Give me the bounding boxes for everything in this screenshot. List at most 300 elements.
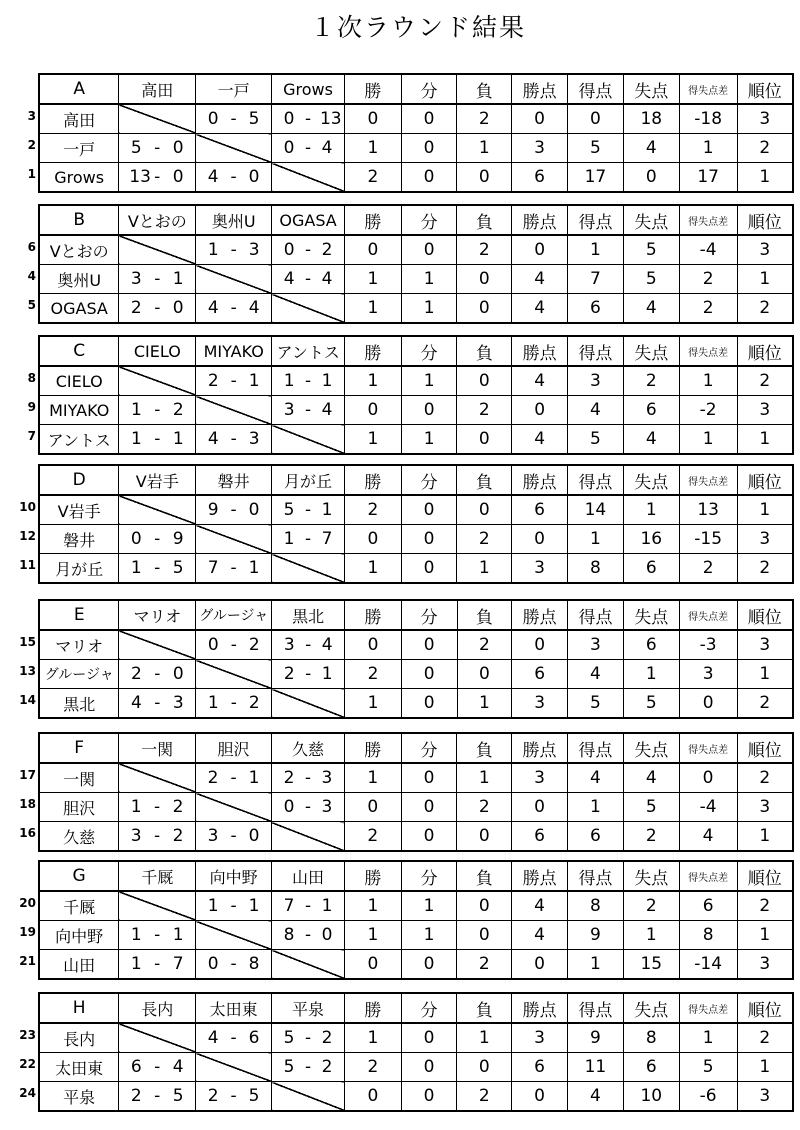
group-table (38, 732, 794, 852)
match-score-cell (272, 1023, 345, 1053)
header-goal-diff: 得失点差 (679, 600, 737, 630)
score-dash: - (304, 925, 312, 945)
score-home: 5 (283, 500, 295, 520)
goals-for-cell: 6 (567, 822, 623, 852)
score-away: 1 (321, 371, 333, 391)
group-label: H (39, 993, 119, 1023)
points-cell: 4 (512, 294, 568, 324)
team-name: 黒北 (39, 689, 119, 719)
team-row (39, 1053, 793, 1082)
score-away: 7 (172, 954, 184, 974)
draw-cell: 0 (401, 822, 457, 852)
header-loss: 負 (457, 465, 512, 495)
seed-number: 22 (19, 1057, 36, 1071)
score-away: 3 (321, 797, 333, 817)
rank-cell: 3 (737, 630, 793, 660)
score-dash: - (154, 925, 161, 945)
points-cell: 6 (512, 822, 568, 852)
match-score (196, 429, 271, 449)
draw-cell: 0 (401, 104, 457, 134)
score-home: 0 (283, 138, 295, 158)
goal-diff-cell: 5 (679, 1053, 737, 1082)
score-home: 1 (130, 558, 142, 578)
header-team-name: 久慈 (271, 733, 344, 763)
self-match-cell (272, 554, 345, 584)
seed-number: 7 (27, 429, 36, 443)
score-home: 1 (130, 400, 142, 420)
header-row (39, 600, 793, 630)
goals-for-cell: 5 (568, 134, 624, 163)
group-label: E (39, 600, 119, 630)
team-row (39, 1023, 793, 1053)
score-home: 2 (207, 1086, 219, 1106)
goal-diff-cell: 13 (679, 495, 737, 525)
draw-cell: 0 (401, 660, 457, 689)
score-away: 2 (321, 240, 333, 260)
header-win: 勝 (345, 205, 402, 235)
match-score-cell (272, 104, 345, 134)
self-match-cell (272, 294, 345, 324)
goals-against-cell: 0 (623, 163, 679, 193)
loss-cell: 1 (457, 689, 512, 719)
match-score-cell (119, 1053, 196, 1082)
goal-diff-cell: -6 (679, 1082, 737, 1112)
self-match-cell (196, 1053, 272, 1082)
draw-cell: 1 (401, 891, 457, 921)
rank-cell: 1 (737, 822, 793, 852)
loss-cell: 0 (457, 1053, 512, 1082)
match-score-cell (272, 891, 345, 921)
match-score-cell (196, 163, 272, 193)
score-away: 2 (321, 1028, 333, 1048)
match-score-cell (272, 396, 345, 425)
match-score (196, 240, 271, 260)
self-match-cell (272, 163, 345, 193)
win-cell: 1 (345, 294, 402, 324)
match-score-cell (196, 495, 272, 525)
score-dash: - (230, 896, 237, 916)
header-draw: 分 (401, 74, 457, 104)
self-match-cell (119, 495, 196, 525)
rank-cell: 1 (737, 265, 793, 294)
goal-diff-cell: 8 (679, 921, 737, 950)
score-dash: - (154, 664, 161, 684)
header-goals-against: 失点 (623, 336, 679, 366)
goals-against-cell: 15 (623, 950, 679, 980)
match-score-cell (272, 525, 345, 554)
match-score (196, 371, 271, 391)
win-cell: 2 (345, 660, 402, 689)
header-rank: 順位 (737, 733, 793, 763)
match-score (272, 240, 344, 260)
goal-diff-cell: 2 (679, 554, 737, 584)
header-points: 勝点 (512, 600, 568, 630)
seed-column (14, 889, 36, 976)
score-home: 4 (207, 429, 219, 449)
goals-for-cell: 4 (568, 396, 624, 425)
rank-cell: 1 (737, 921, 793, 950)
header-rank: 順位 (737, 336, 793, 366)
score-home: 4 (131, 693, 142, 713)
points-cell: 0 (512, 630, 568, 660)
team-name: 千厩 (39, 891, 119, 921)
team-name: 胆沢 (39, 793, 119, 822)
score-away: 2 (172, 797, 184, 817)
points-cell: 0 (512, 104, 568, 134)
seed-column (14, 493, 36, 580)
match-score-cell (196, 235, 272, 265)
score-away: 3 (172, 693, 184, 713)
match-score (119, 298, 195, 318)
win-cell: 1 (345, 554, 402, 584)
score-dash: - (304, 109, 312, 129)
goals-against-cell: 2 (623, 891, 679, 921)
points-cell: 4 (512, 366, 568, 396)
self-match-cell (271, 822, 344, 852)
self-match-cell (119, 104, 196, 134)
score-dash: - (305, 269, 312, 289)
header-team-name: 平泉 (272, 993, 345, 1023)
draw-cell: 0 (401, 554, 457, 584)
goals-for-cell: 5 (568, 689, 624, 719)
goal-diff-cell: -2 (679, 396, 737, 425)
self-match-cell (196, 525, 272, 554)
team-name: 一戸 (39, 134, 119, 163)
goal-diff-cell: 4 (679, 822, 737, 852)
goals-against-cell: 4 (623, 763, 679, 793)
score-dash: - (154, 954, 161, 974)
points-cell: 0 (512, 235, 568, 265)
win-cell: 1 (345, 425, 402, 455)
score-dash: - (304, 500, 312, 520)
match-score-cell (272, 1053, 345, 1082)
seed-column (14, 364, 36, 451)
score-dash: - (154, 558, 161, 578)
points-cell: 3 (512, 134, 568, 163)
score-home: 3 (283, 635, 295, 655)
team-name: CIELO (39, 366, 119, 396)
goals-against-cell: 1 (623, 660, 679, 689)
score-home: 1 (130, 925, 142, 945)
score-away: 1 (321, 664, 333, 684)
score-home: 0 (207, 635, 219, 655)
goals-for-cell: 9 (568, 1023, 624, 1053)
loss-cell: 1 (457, 554, 512, 584)
seed-number: 12 (19, 529, 36, 543)
points-cell: 6 (512, 1053, 568, 1082)
goals-for-cell: 3 (568, 630, 624, 660)
match-score (119, 797, 195, 817)
header-team-name: V岩手 (119, 465, 196, 495)
header-points: 勝点 (512, 336, 568, 366)
score-home: 4 (207, 298, 219, 318)
match-score (272, 269, 344, 289)
score-dash: - (154, 167, 161, 187)
score-dash: - (305, 400, 312, 420)
match-score-cell (196, 689, 272, 719)
match-score-cell (272, 660, 345, 689)
seed-number: 21 (19, 954, 36, 968)
draw-cell: 0 (401, 1082, 457, 1112)
score-away: 8 (248, 954, 260, 974)
score-home: 3 (130, 826, 142, 846)
group-table (38, 992, 794, 1112)
self-match-cell (119, 235, 196, 265)
group-label: D (39, 465, 119, 495)
group-table (38, 464, 794, 584)
score-away: 0 (172, 138, 184, 158)
team-name: 平泉 (39, 1082, 119, 1112)
header-points: 勝点 (512, 74, 568, 104)
points-cell: 0 (512, 1082, 568, 1112)
header-goal-diff: 得失点差 (679, 205, 737, 235)
score-home: 2 (130, 298, 142, 318)
match-score-cell (196, 891, 272, 921)
score-home: 2 (283, 664, 295, 684)
group-table (38, 73, 794, 193)
header-goals-against: 失点 (623, 74, 679, 104)
rank-cell: 1 (737, 425, 793, 455)
seed-number: 19 (19, 925, 36, 939)
match-score-cell (196, 554, 272, 584)
win-cell: 1 (345, 265, 402, 294)
win-cell: 1 (345, 891, 402, 921)
goal-diff-cell: 3 (679, 660, 737, 689)
score-away: 4 (248, 298, 260, 318)
goal-diff-cell: -14 (679, 950, 737, 980)
loss-cell: 0 (457, 921, 512, 950)
score-home: 3 (207, 826, 219, 846)
team-name: グルージャ (39, 660, 119, 689)
score-dash: - (304, 138, 312, 158)
header-points: 勝点 (512, 993, 568, 1023)
points-cell: 0 (512, 525, 568, 554)
score-home: 1 (130, 429, 142, 449)
score-away: 1 (248, 768, 260, 788)
header-team-name: OGASA (272, 205, 345, 235)
goal-diff-cell: -18 (679, 104, 737, 134)
score-home: 3 (130, 269, 142, 289)
draw-cell: 0 (401, 235, 457, 265)
points-cell: 6 (512, 495, 568, 525)
score-away: 6 (248, 1028, 260, 1048)
seed-column (14, 1021, 36, 1108)
score-dash: - (304, 797, 311, 817)
header-goals-for: 得点 (568, 465, 624, 495)
match-score-cell (196, 294, 272, 324)
draw-cell: 0 (401, 763, 457, 793)
match-score (196, 167, 271, 187)
goals-against-cell: 1 (623, 921, 679, 950)
self-match-cell (119, 763, 196, 793)
self-match-cell (196, 265, 272, 294)
score-dash: - (304, 1057, 312, 1077)
match-score (119, 400, 195, 420)
header-team-name: 長内 (119, 993, 196, 1023)
score-home: 1 (130, 954, 142, 974)
match-score-cell (119, 425, 196, 455)
score-dash: - (230, 635, 237, 655)
match-score-cell (271, 793, 344, 822)
match-score-cell (196, 1023, 272, 1053)
header-loss: 負 (457, 861, 512, 891)
group-table (38, 860, 794, 980)
match-score-cell (119, 163, 196, 193)
match-score (119, 429, 195, 449)
win-cell: 1 (345, 689, 402, 719)
match-score (272, 635, 344, 655)
points-cell: 4 (512, 891, 568, 921)
seed-number: 5 (27, 298, 36, 312)
goals-for-cell: 8 (568, 891, 624, 921)
seed-number: 2 (27, 138, 36, 152)
team-name: 一関 (39, 763, 119, 793)
score-away: 7 (321, 529, 333, 549)
score-away: 0 (248, 826, 260, 846)
loss-cell: 0 (457, 822, 512, 852)
team-name: 山田 (39, 950, 119, 980)
win-cell: 2 (345, 163, 402, 193)
header-row (39, 733, 793, 763)
score-away: 1 (172, 269, 184, 289)
header-row (39, 205, 793, 235)
score-home: 0 (283, 109, 295, 129)
header-goal-diff: 得失点差 (679, 861, 737, 891)
match-score (119, 138, 195, 158)
seed-number: 10 (19, 500, 36, 514)
loss-cell: 0 (457, 660, 512, 689)
match-score (272, 768, 344, 788)
goal-diff-cell: 1 (679, 1023, 737, 1053)
match-score-cell (119, 554, 196, 584)
goals-for-cell: 9 (568, 921, 624, 950)
header-goal-diff: 得失点差 (679, 336, 737, 366)
match-score-cell (272, 495, 345, 525)
score-home: 0 (207, 954, 219, 974)
seed-number: 16 (19, 826, 36, 840)
match-score (119, 664, 195, 684)
header-row (39, 993, 793, 1023)
match-score-cell (272, 630, 345, 660)
team-row (39, 366, 793, 396)
header-team-name: 胆沢 (196, 733, 272, 763)
goals-for-cell: 4 (568, 1082, 624, 1112)
score-away: 1 (172, 429, 184, 449)
goal-diff-cell: 17 (679, 163, 737, 193)
team-name: マリオ (39, 630, 119, 660)
goals-for-cell: 4 (568, 660, 624, 689)
header-win: 勝 (345, 336, 402, 366)
header-goals-against: 失点 (623, 600, 679, 630)
points-cell: 6 (512, 163, 568, 193)
goals-for-cell: 17 (568, 163, 624, 193)
win-cell: 0 (345, 630, 402, 660)
header-goals-against: 失点 (623, 465, 679, 495)
score-dash: - (154, 429, 161, 449)
score-home: 2 (207, 371, 219, 391)
header-row (39, 465, 793, 495)
match-score (119, 529, 195, 549)
team-row (39, 265, 793, 294)
seed-column (14, 761, 36, 848)
self-match-cell (272, 425, 345, 455)
header-win: 勝 (344, 733, 401, 763)
goals-for-cell: 1 (567, 793, 623, 822)
header-win: 勝 (345, 861, 402, 891)
goals-for-cell: 5 (568, 425, 624, 455)
draw-cell: 0 (401, 525, 457, 554)
match-score-cell (119, 396, 196, 425)
header-team-name: 黒北 (272, 600, 345, 630)
score-dash: - (154, 826, 161, 846)
goals-against-cell: 5 (623, 265, 679, 294)
match-score (272, 664, 344, 684)
loss-cell: 2 (457, 950, 512, 980)
header-team-name: 高田 (119, 74, 196, 104)
match-score-cell (119, 134, 196, 163)
score-dash: - (154, 269, 161, 289)
rank-cell: 3 (737, 950, 793, 980)
rank-cell: 2 (737, 294, 793, 324)
goals-for-cell: 7 (568, 265, 624, 294)
loss-cell: 0 (457, 366, 512, 396)
goals-for-cell: 1 (568, 950, 624, 980)
self-match-cell (272, 950, 345, 980)
match-score-cell (196, 425, 272, 455)
goals-for-cell: 11 (568, 1053, 624, 1082)
seed-column (14, 102, 36, 189)
header-points: 勝点 (512, 861, 568, 891)
goal-diff-cell: 0 (679, 689, 737, 719)
header-rank: 順位 (737, 74, 793, 104)
match-score (196, 896, 271, 916)
team-row (39, 495, 793, 525)
group-label: F (39, 733, 119, 763)
score-away: 1 (172, 925, 184, 945)
draw-cell: 0 (401, 134, 457, 163)
header-team-name: 太田東 (196, 993, 272, 1023)
header-rank: 順位 (737, 205, 793, 235)
match-score (196, 109, 271, 129)
match-score (272, 109, 344, 129)
self-match-cell (196, 134, 272, 163)
match-score-cell (272, 921, 345, 950)
match-score-cell (119, 921, 196, 950)
score-home: 4 (283, 269, 295, 289)
match-score (272, 1057, 344, 1077)
header-goals-for: 得点 (567, 733, 623, 763)
header-rank: 順位 (737, 465, 793, 495)
goals-against-cell: 6 (623, 396, 679, 425)
rank-cell: 1 (737, 660, 793, 689)
draw-cell: 0 (401, 1053, 457, 1082)
win-cell: 0 (345, 235, 402, 265)
header-loss: 負 (457, 205, 512, 235)
goals-for-cell: 6 (568, 294, 624, 324)
score-away: 4 (172, 1057, 184, 1077)
score-home: 2 (131, 664, 142, 684)
draw-cell: 1 (401, 265, 457, 294)
team-name: 久慈 (39, 822, 119, 852)
match-score-cell (196, 950, 272, 980)
header-goals-against: 失点 (623, 733, 679, 763)
draw-cell: 0 (401, 396, 457, 425)
goal-diff-cell: 2 (679, 294, 737, 324)
team-name: MIYAKO (39, 396, 119, 425)
score-dash: - (230, 693, 237, 713)
team-row (39, 525, 793, 554)
score-away: 4 (321, 400, 333, 420)
